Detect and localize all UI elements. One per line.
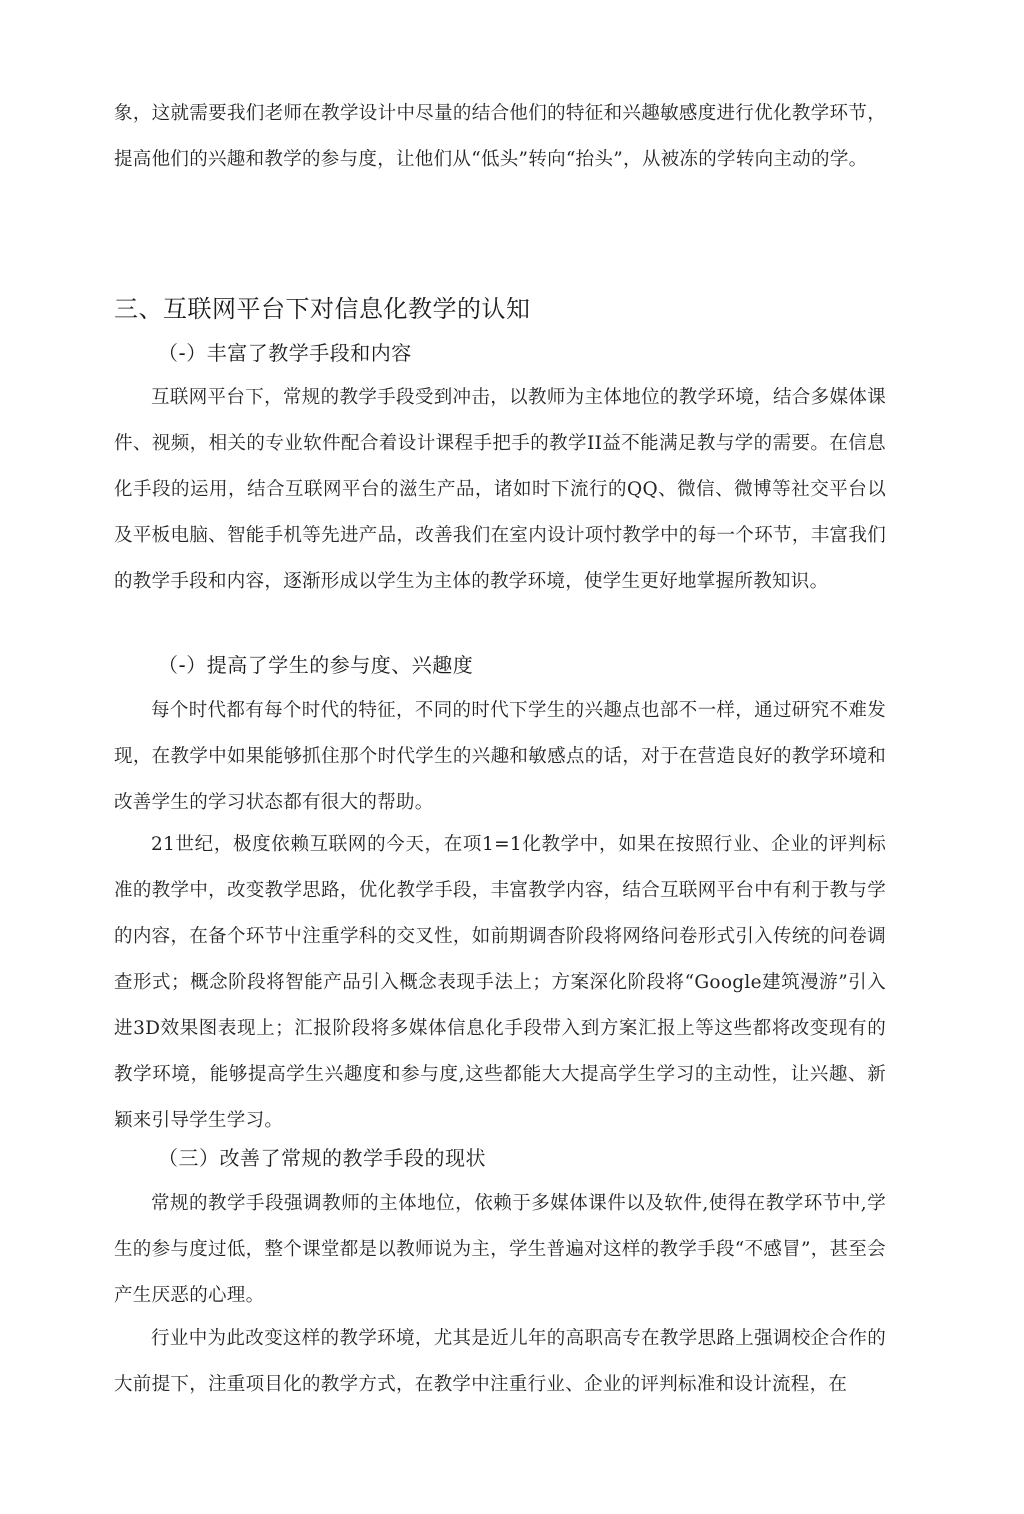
subsection-heading-1: （-）丰富了教学手段和内容	[158, 341, 412, 365]
intro-paragraph: 象，这就需要我们老师在教学设计中尽量的结合他们的特征和兴趣敏感度进行优化教学环节，提高他们的兴趣和教学的参与度，让他们从“低头”转向“抬头”，从被冻的学转向主动的学。	[114, 103, 886, 170]
subsection-2-paragraph-1: 每个时代都有每个时代的特征，不同的时代下学生的兴趣点也部不一样，通过研究不难发现，在教学中如果能够抓住那个时代学生的兴趣和敏感点的话，对于在营造良好的教学环境和改善学生的学习状态都有很大的帮助。	[114, 700, 886, 813]
subsection-1-paragraph-1: 互联网平台下，常规的教学手段受到冲击，以教师为主体地位的教学环境，结合多媒体课件、视频，相关的专业软件配合着设计课程手把手的教学II益不能满足教与学的需要。在信息化手段的运用，结合互联网平台的滋生产品，诸如时下流行的QQ、微信、微博等社交平台以及平板电脑、智能手机等先进产品，改善我们在室内设计项忖教学中的每一个环节，丰富我们的教学手段和内容，逐渐形成以学生为主体的教学环境，使学生更好地掌握所教知识。	[114, 387, 886, 592]
subsection-heading-3: （三）改善了常规的教学手段的现状	[158, 1146, 486, 1170]
subsection-3-paragraph-1: 常规的教学手段强调教师的主体地位，依赖于多媒体课件以及软件,使得在教学环节中,学生的参与度过低，整个课堂都是以教师说为主，学生普遍对这样的教学手段“不感冒”，甚至会产生厌恶的心理。	[114, 1193, 886, 1306]
subsection-2-paragraph-2: 21世纪，极度依赖互联网的今天，在项1=1化教学中，如果在按照行业、企业的评判标准的教学中，改变教学思路，优化教学手段，丰富教学内容，结合互联网平台中有利于教与学的内容，在备个环节屮注重学科的交叉性，如前期调杳阶段将网络问卷形式引入传统的问卷调查形式；概念阶段将智能产品引入概念表现手法上；方案深化阶段将“Google建筑漫游”引入进3D效果图表现上；汇报阶段将多媒体信息化手段带入到方案汇报上等这些都将改变现有的教学环境，能够提高学生兴趣度和参与度,这些都能大大提高学生学习的主动性，让兴趣、新颖来引导学生学习。	[114, 834, 886, 1131]
subsection-3-paragraph-2: 行业中为此改变这样的教学环境，尤其是近儿年的高职高专在教学思路上强调校企合作的大前提下，注重项目化的教学方式，在教学中注重行业、企业的评判标准和设计流程，在	[114, 1328, 886, 1395]
section-heading: 三、互联网平台下对信息化教学的认知	[114, 295, 531, 323]
subsection-heading-2: （-）提高了学生的参与度、兴趣度	[158, 653, 474, 677]
